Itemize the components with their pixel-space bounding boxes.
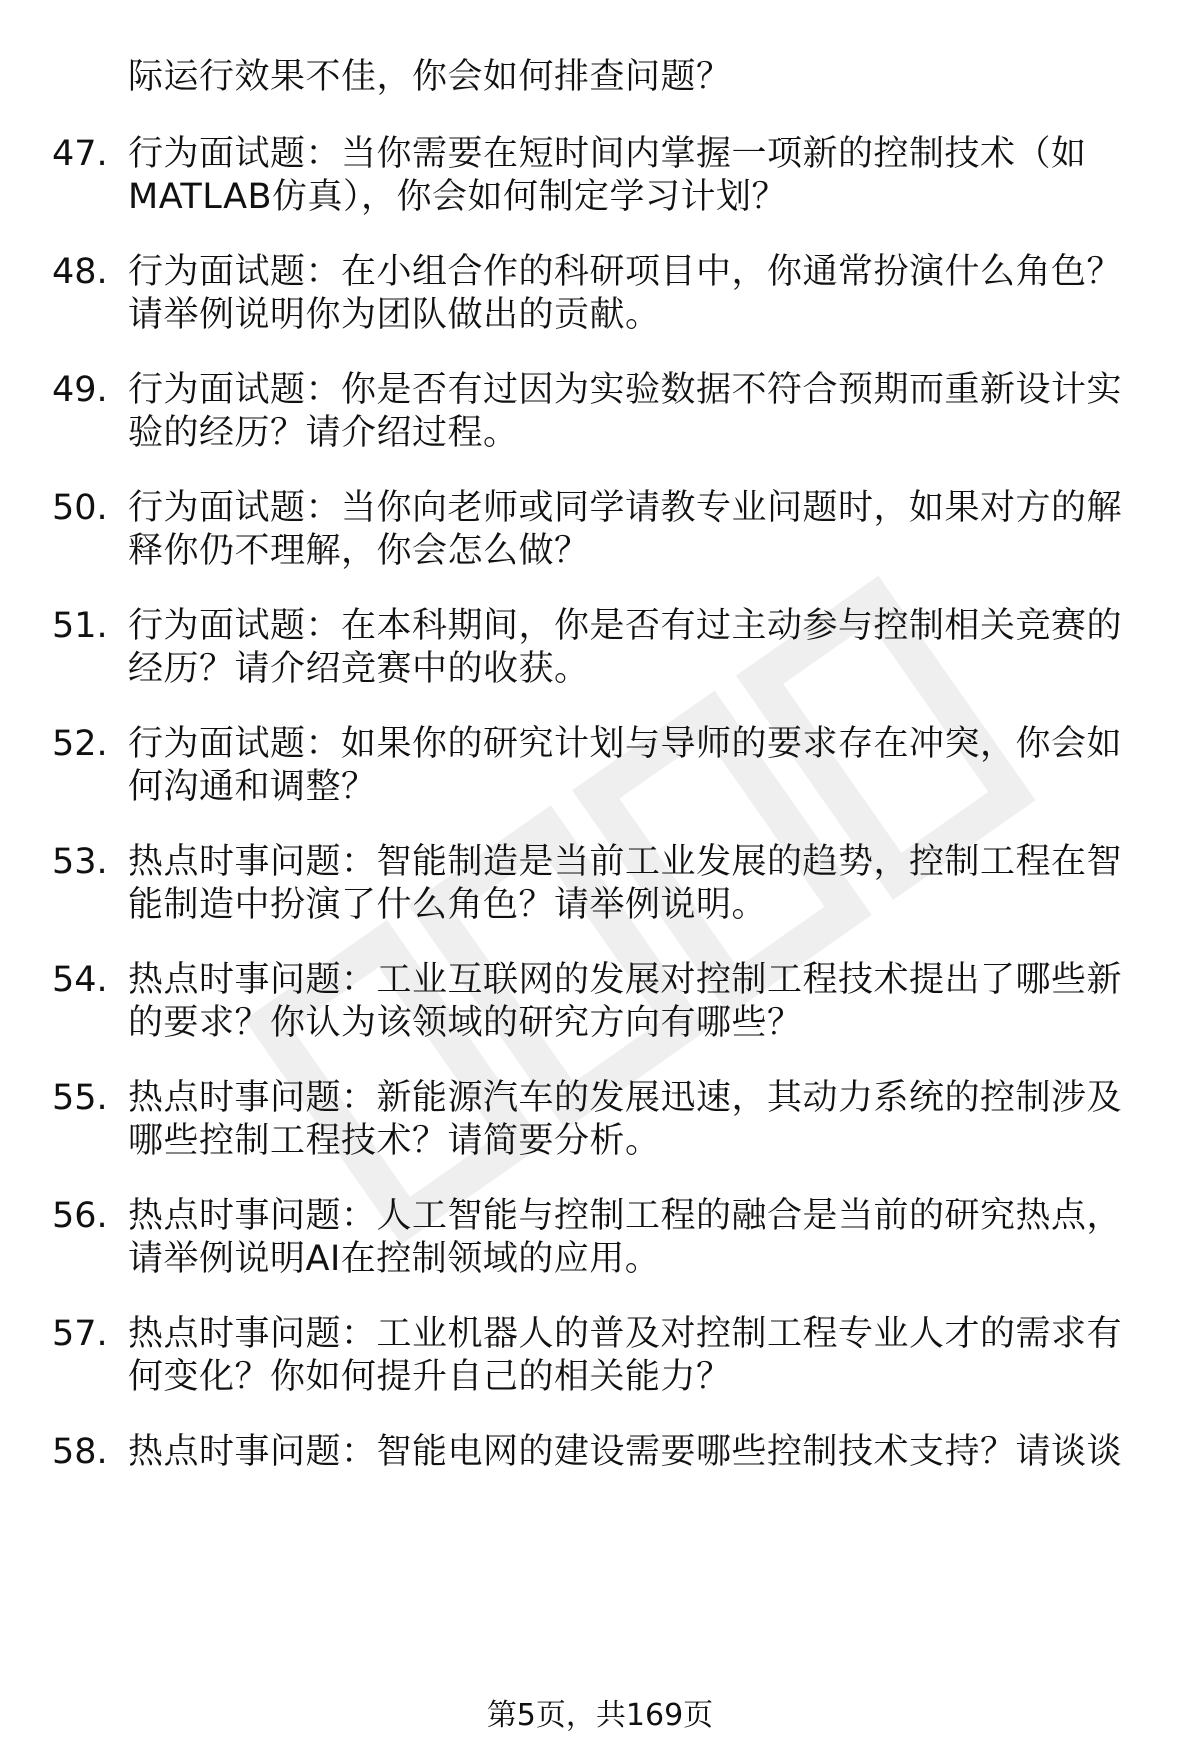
question-number: 58.: [52, 1432, 108, 1472]
question-line: 行为面试题：你是否有过因为实验数据不符合预期而重新设计实: [128, 370, 1123, 410]
question-number: 50.: [52, 488, 108, 528]
question-line: 热点时事问题：新能源汽车的发展迅速，其动力系统的控制涉及: [128, 1078, 1123, 1118]
question-line: 热点时事问题：人工智能与控制工程的融合是当前的研究热点，: [128, 1196, 1123, 1236]
question-number: 57.: [52, 1314, 108, 1354]
question-number: 47.: [52, 134, 108, 174]
question-number: 56.: [52, 1196, 108, 1236]
question-number: 49.: [52, 370, 108, 410]
question-line: 何变化？你如何提升自己的相关能力？: [128, 1357, 732, 1397]
question-line: 行为面试题：如果你的研究计划与导师的要求存在冲突，你会如: [128, 724, 1123, 764]
question-number: 52.: [52, 724, 108, 764]
question-line: 何沟通和调整？: [128, 767, 377, 807]
question-number: 48.: [52, 252, 108, 292]
question-line: 行为面试题：在本科期间，你是否有过主动参与控制相关竞赛的: [128, 606, 1123, 646]
question-line: 热点时事问题：智能电网的建设需要哪些控制技术支持？请谈谈: [128, 1432, 1123, 1472]
question-line: 行为面试题：当你向老师或同学请教专业问题时，如果对方的解: [128, 488, 1123, 528]
question-line: 验的经历？请介绍过程。: [128, 413, 519, 453]
question-line: 行为面试题：当你需要在短时间内掌握一项新的控制技术（如: [128, 134, 1087, 174]
question-line: 哪些控制工程技术？请简要分析。: [128, 1121, 661, 1161]
question-number: 53.: [52, 842, 108, 882]
question-line: MATLAB仿真），你会如何制定学习计划？: [128, 177, 788, 217]
question-number: 55.: [52, 1078, 108, 1118]
question-number: 54.: [52, 960, 108, 1000]
question-line: 请举例说明AI在控制领域的应用。: [128, 1239, 661, 1279]
question-line: 行为面试题：在小组合作的科研项目中，你通常扮演什么角色？: [128, 252, 1123, 292]
question-line: 的要求？你认为该领域的研究方向有哪些？: [128, 1003, 803, 1043]
question-line: 热点时事问题：工业互联网的发展对控制工程技术提出了哪些新: [128, 960, 1123, 1000]
question-line: 热点时事问题：工业机器人的普及对控制工程专业人才的需求有: [128, 1314, 1123, 1354]
question-line: 释你仍不理解，你会怎么做？: [128, 531, 590, 571]
page-footer: 第5页，共169页: [486, 1698, 714, 1733]
question-line: 经历？请介绍竞赛中的收获。: [128, 649, 590, 689]
question-line: 热点时事问题：智能制造是当前工业发展的趋势，控制工程在智: [128, 842, 1123, 882]
continuation-text: 际运行效果不佳，你会如何排查问题？: [128, 57, 732, 97]
question-line: 能制造中扮演了什么角色？请举例说明。: [128, 885, 768, 925]
question-line: 请举例说明你为团队做出的贡献。: [128, 295, 661, 335]
question-number: 51.: [52, 606, 108, 646]
